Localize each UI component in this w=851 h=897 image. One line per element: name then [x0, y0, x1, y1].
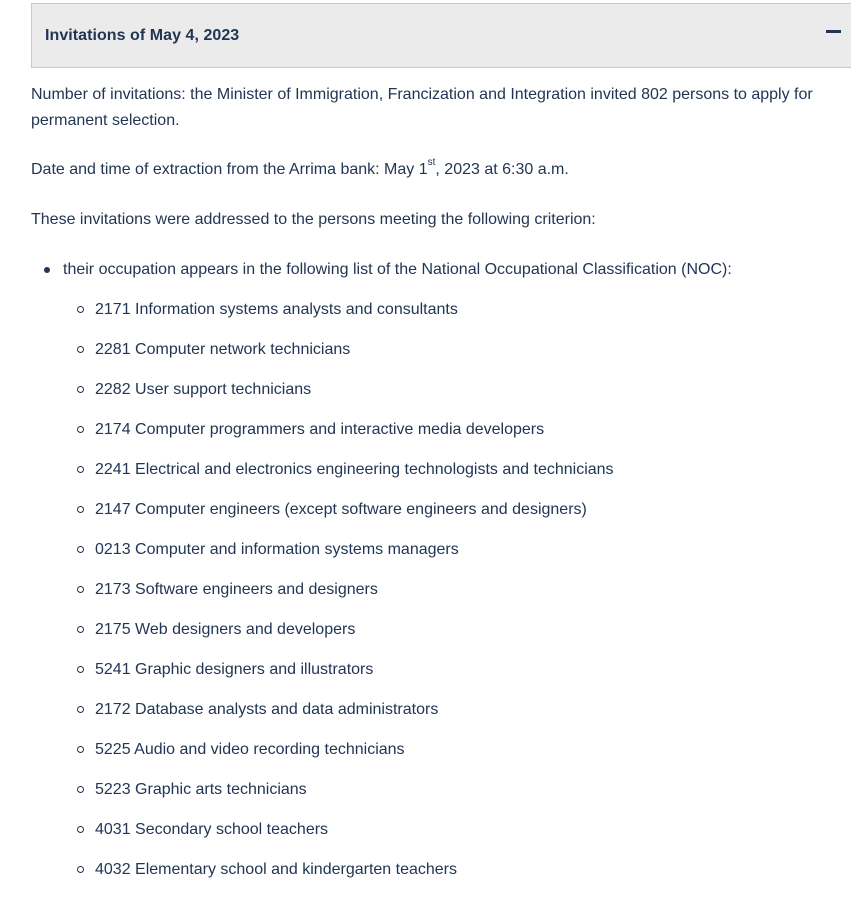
occupation-label: 4031 Secondary school teachers — [95, 821, 329, 838]
accordion-body — [31, 68, 851, 897]
bullet-disc-icon — [44, 267, 50, 273]
extraction-prefix: Date and time of extraction from the Arrima bank: May 1 — [31, 161, 428, 178]
occupation-list-item — [63, 857, 851, 897]
bullet-circle-icon — [77, 746, 84, 753]
criterion-item — [31, 257, 851, 897]
extraction-sup: st — [427, 157, 436, 168]
criterion-label: their occupation appears in the following list of the National Occupational Classification (NOC): — [63, 261, 732, 278]
occupation-label: 2174 Computer programmers and interactive media developers — [95, 421, 545, 438]
occupation-list-item — [63, 457, 851, 497]
bullet-circle-icon — [77, 546, 84, 553]
criterion-intro-text: These invitations were addressed to the persons meeting the following criterion: — [31, 211, 596, 228]
bullet-circle-icon — [77, 666, 84, 673]
occupation-list-item — [63, 657, 851, 697]
bullet-circle-icon — [77, 346, 84, 353]
occupation-label: 2173 Software engineers and designers — [95, 581, 378, 598]
occupation-list-item — [63, 417, 851, 457]
bullet-circle-icon — [77, 466, 84, 473]
invitations-count-text: Number of invitations: the Minister of Immigration, Francization and Integration invited 802 persons to apply for permanent selection. — [31, 86, 813, 129]
bullet-circle-icon — [77, 786, 84, 793]
occupation-label: 2147 Computer engineers (except software engineers and designers) — [95, 501, 587, 518]
invitations-accordion — [31, 3, 851, 897]
bullet-circle-icon — [77, 506, 84, 513]
bullet-circle-icon — [77, 426, 84, 433]
accordion-title: Invitations of May 4, 2023 — [45, 26, 240, 44]
occupation-list-item — [63, 337, 851, 377]
occupation-label: 0213 Computer and information systems managers — [95, 541, 459, 558]
occupation-list-item — [63, 697, 851, 737]
occupation-list-item — [63, 297, 851, 337]
occupation-list-item — [63, 777, 851, 817]
extraction-suffix: , 2023 at 6:30 a.m. — [435, 161, 569, 178]
occupation-label: 5225 Audio and video recording technicians — [95, 741, 405, 758]
bullet-circle-icon — [77, 386, 84, 393]
occupation-label: 5241 Graphic designers and illustrators — [95, 661, 374, 678]
occupation-list-item — [63, 497, 851, 537]
bullet-circle-icon — [77, 866, 84, 873]
occupation-list-item — [63, 537, 851, 577]
occupation-list-item — [63, 617, 851, 657]
occupation-label: 2282 User support technicians — [95, 381, 312, 398]
occupation-label: 5223 Graphic arts technicians — [95, 781, 307, 798]
occupation-label: 2171 Information systems analysts and consultants — [95, 301, 458, 318]
occupation-list-item — [63, 817, 851, 857]
bullet-circle-icon — [77, 626, 84, 633]
occupation-list-item — [63, 577, 851, 617]
occupation-label: 2172 Database analysts and data administrators — [95, 701, 439, 718]
accordion-header[interactable] — [31, 3, 851, 68]
bullet-circle-icon — [77, 586, 84, 593]
bullet-circle-icon — [77, 306, 84, 313]
minus-icon[interactable] — [826, 30, 841, 33]
occupation-label: 2281 Computer network technicians — [95, 341, 351, 358]
occupation-label: 2241 Electrical and electronics engineering technologists and technicians — [95, 461, 614, 478]
occupation-list-item — [63, 737, 851, 777]
extraction-date-text — [31, 157, 851, 183]
criterion-list — [31, 257, 851, 897]
bullet-circle-icon — [77, 826, 84, 833]
occupation-list-item — [63, 377, 851, 417]
occupation-label: 2175 Web designers and developers — [95, 621, 356, 638]
occupation-label: 4032 Elementary school and kindergarten teachers — [95, 861, 457, 878]
occupation-list — [63, 297, 851, 897]
bullet-circle-icon — [77, 706, 84, 713]
